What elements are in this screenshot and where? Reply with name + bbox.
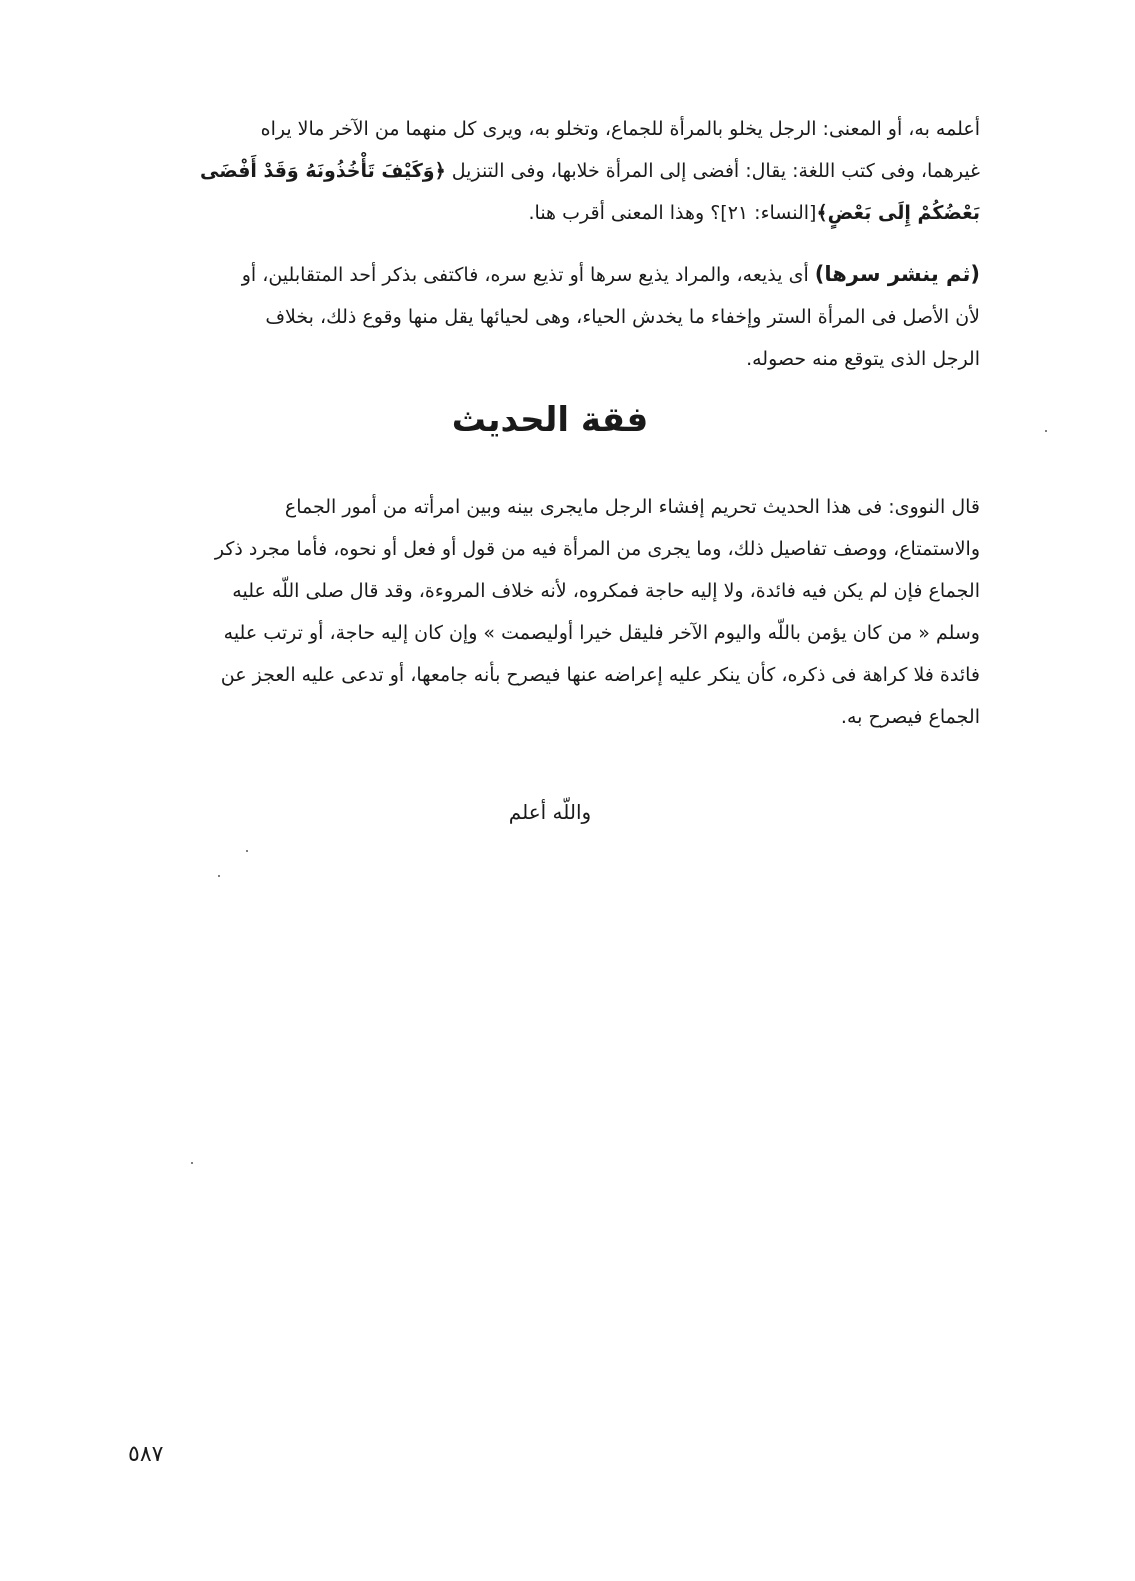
paragraph-2-line-1 [120,253,980,296]
scan-speck [218,875,220,877]
paragraph-2-line-1-rest: أى يذيعه، والمراد يذيع سرها أو تذيع سره، فاكتفى بذكر أحد المتقابلين، أو [241,264,815,286]
paragraph-1-line-2-text: غيرهما، وفى كتب اللغة: يقال: أفضى إلى المرأة خلابها، وفى التنزيل [445,160,980,182]
paragraph-3-line-1: قال النووى: فى هذا الحديث تحريم إفشاء الرجل مايجرى بينه وبين امرأته من أمور الجماع [284,496,980,518]
paragraph-1-line-1: أعلمه به، أو المعنى: الرجل يخلو بالمرأة للجماع، وتخلو به، ويرى كل منهما من الآخر مالا يراه [260,118,980,140]
paragraph-2-line-2: لأن الأصل فى المرأة الستر وإخفاء ما يخدش الحياء، وهى لحيائها يقل منها وقوع ذلك، بخلاف [265,306,980,328]
paragraph-2 [120,253,980,380]
hadith-term: (ثم ينشر سرها) [814,262,980,286]
quran-verse-part-1: ﴿وَكَيْفَ تَأْخُذُونَهُ وَقَدْ أَفْضَى [200,160,446,182]
paragraph-3-line-6: الجماع فيصرح به. [840,706,980,728]
scan-speck [191,1162,193,1164]
paragraph-3 [120,486,980,738]
scan-speck [1045,430,1047,432]
paragraph-1-line-3 [120,192,980,234]
paragraph-1-line-3-text: [النساء: ٢١]؟ وهذا المعنى أقرب هنا. [528,202,817,224]
paragraph-3-line-2: والاستمتاع، ووصف تفاصيل ذلك، وما يجرى من المرأة فيه من قول أو فعل أو نحوه، فأما مجرد ذكر [214,538,980,560]
paragraph-2-line-3: الرجل الذى يتوقع منه حصوله. [746,348,980,370]
paragraph-3-line-3: الجماع فإن لم يكن فيه فائدة، ولا إليه حاجة فمكروه، لأنه خلاف المروءة، وقد قال صلى اللّه عليه [232,580,980,602]
scan-speck [246,850,248,852]
paragraph-1 [120,108,980,234]
paragraph-3-line-4: وسلم « من كان يؤمن باللّه واليوم الآخر فليقل خيرا أوليصمت » وإن كان إليه حاجة، أو ترتب عليه [223,622,980,644]
paragraph-3-line-5: فائدة فلا كراهة فى ذكره، كأن ينكر عليه إعراضه عنها فيصرح بأنه جامعها، أو تدعى عليه العجز عن [220,664,980,686]
quran-verse-part-2: بَعْضُكُمْ إِلَى بَعْضٍ﴾ [816,202,980,224]
paragraph-1-line-2 [120,150,980,192]
closing-phrase: واللّه أعلم [508,800,592,824]
page-number: ٥٨٧ [128,1442,164,1467]
section-heading: فقة الحديث [451,400,649,440]
